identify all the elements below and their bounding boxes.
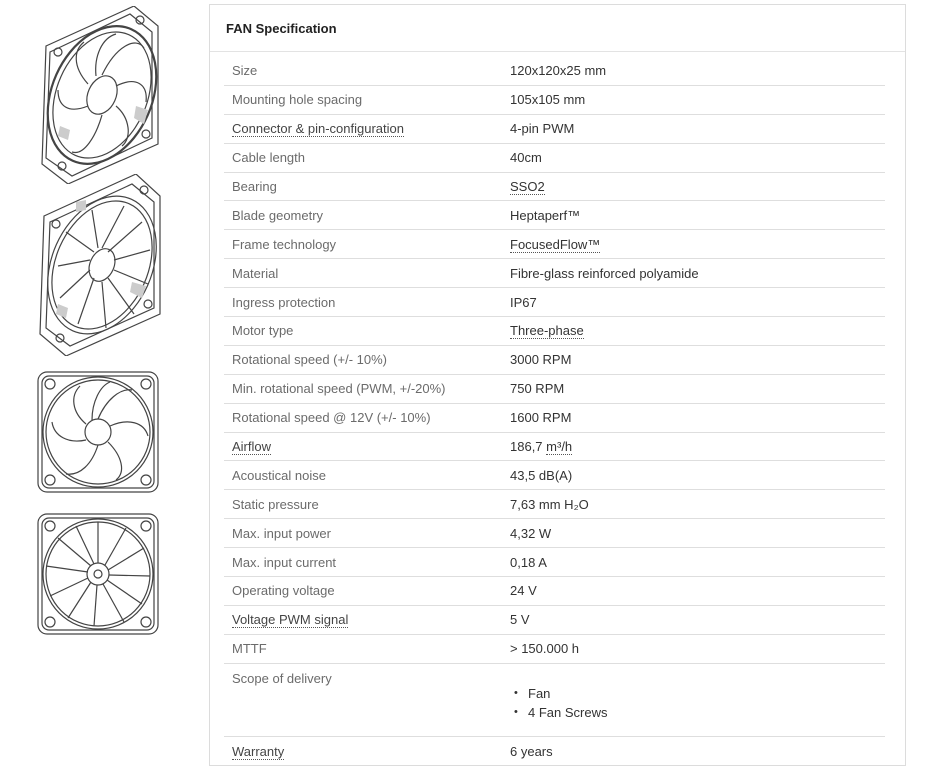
spec-label: Motor type [232, 323, 294, 339]
spec-value-cell [510, 323, 885, 338]
spec-value: 4,32 W [510, 525, 552, 541]
spec-value: Fibre-glass reinforced polyamide [510, 265, 699, 281]
spec-row-rotational-speed [224, 346, 885, 375]
spec-label: Bearing [232, 179, 277, 194]
spec-row-blade-geometry [224, 201, 885, 230]
fan-isometric-back-image [36, 6, 164, 184]
airflow-tooltip-link[interactable]: Airflow [232, 439, 272, 455]
spec-row-warranty [224, 737, 885, 766]
spec-row-min-rotational-speed [224, 375, 885, 404]
spec-row-voltage-pwm-signal [224, 606, 885, 635]
spec-label-cell [224, 121, 510, 136]
delivery-list [510, 664, 885, 722]
spec-label: Ingress protection [232, 294, 336, 310]
spec-value: 6 years [510, 743, 553, 759]
spec-row-connector [224, 115, 885, 144]
spec-value: > 150.000 h [510, 641, 580, 657]
spec-row-operating-voltage [224, 577, 885, 606]
spec-value: 24 V [510, 583, 537, 599]
spec-value: 3000 RPM [510, 352, 572, 368]
voltage-pwm-tooltip-link[interactable]: Voltage PWM signal [232, 612, 349, 628]
spec-row-mttf [224, 635, 885, 664]
frame-technology-tooltip-link[interactable]: FocusedFlow™ [510, 236, 601, 252]
spec-row-motor-type [224, 317, 885, 346]
spec-row-mounting-hole-spacing [224, 86, 885, 115]
fan-back-image [36, 512, 160, 636]
fan-front-image [36, 370, 160, 494]
spec-row-material [224, 259, 885, 288]
spec-label: Mounting hole spacing [232, 92, 363, 108]
spec-value-cell [510, 439, 885, 454]
spec-value: 1600 RPM [510, 410, 572, 426]
fan-specification-panel [209, 4, 906, 766]
connector-tooltip-link[interactable]: Connector & pin-configuration [232, 121, 404, 137]
spec-label: Max. input current [232, 554, 337, 570]
spec-value-cell [510, 237, 885, 252]
fan-isometric-front-image [36, 174, 164, 356]
spec-label: Rotational speed (+/- 10%) [232, 352, 388, 368]
spec-value-cell [510, 664, 885, 722]
spec-label: MTTF [232, 641, 267, 657]
list-item: • Fan [510, 684, 885, 703]
spec-value-cell [510, 179, 885, 194]
spec-label-cell [224, 439, 510, 454]
spec-row-scope-of-delivery [224, 664, 885, 737]
spec-row-size [224, 57, 885, 86]
spec-row-rotational-speed-12v [224, 404, 885, 433]
list-item: • 4 Fan Screws [510, 703, 885, 722]
spec-value: 7,63 mm H₂O [510, 496, 589, 512]
spec-label: Min. rotational speed (PWM, +/-20%) [232, 381, 446, 397]
airflow-value: 186,7 [510, 439, 547, 455]
spec-label: Acoustical noise [232, 467, 326, 483]
spec-row-cable-length [224, 144, 885, 173]
spec-value: 750 RPM [510, 381, 565, 397]
spec-row-max-input-power [224, 519, 885, 548]
spec-label: Scope of delivery [232, 670, 332, 686]
spec-label: Operating voltage [232, 583, 335, 599]
warranty-tooltip-link[interactable]: Warranty [232, 743, 285, 759]
bearing-tooltip-link[interactable]: SSO2 [510, 179, 545, 194]
spec-row-frame-technology [224, 230, 885, 259]
spec-value: 105x105 mm [510, 92, 586, 108]
spec-label: Cable length [232, 150, 305, 166]
spec-value: 4-pin PWM [510, 121, 575, 137]
spec-row-static-pressure [224, 490, 885, 519]
spec-value: 5 V [510, 612, 530, 628]
spec-label-cell [224, 744, 510, 759]
spec-label: Blade geometry [232, 207, 324, 223]
spec-value: 40cm [510, 150, 542, 166]
spec-label: Rotational speed @ 12V (+/- 10%) [232, 410, 431, 426]
spec-value: 43,5 dB(A) [510, 467, 573, 483]
spec-value: 0,18 A [510, 554, 547, 570]
spec-row-airflow [224, 433, 885, 462]
spec-label: Max. input power [232, 525, 331, 541]
spec-title: FAN Specification [226, 20, 337, 36]
spec-header [210, 5, 905, 52]
spec-label: Size [232, 63, 258, 79]
motor-type-tooltip-link[interactable]: Three-phase [510, 323, 584, 339]
spec-value: 120x120x25 mm [510, 63, 607, 79]
spec-value: IP67 [510, 294, 537, 310]
spec-table [224, 57, 885, 766]
spec-row-max-input-current [224, 548, 885, 577]
spec-label: Material [232, 265, 279, 281]
spec-row-ingress-protection [224, 288, 885, 317]
spec-label: Frame technology [232, 236, 337, 252]
spec-label: Static pressure [232, 496, 319, 512]
airflow-unit-tooltip-link[interactable]: m³/h [546, 439, 573, 455]
spec-row-acoustical-noise [224, 461, 885, 490]
spec-label-cell [224, 612, 510, 627]
spec-row-bearing [224, 173, 885, 202]
spec-value: Heptaperf™ [510, 207, 581, 223]
